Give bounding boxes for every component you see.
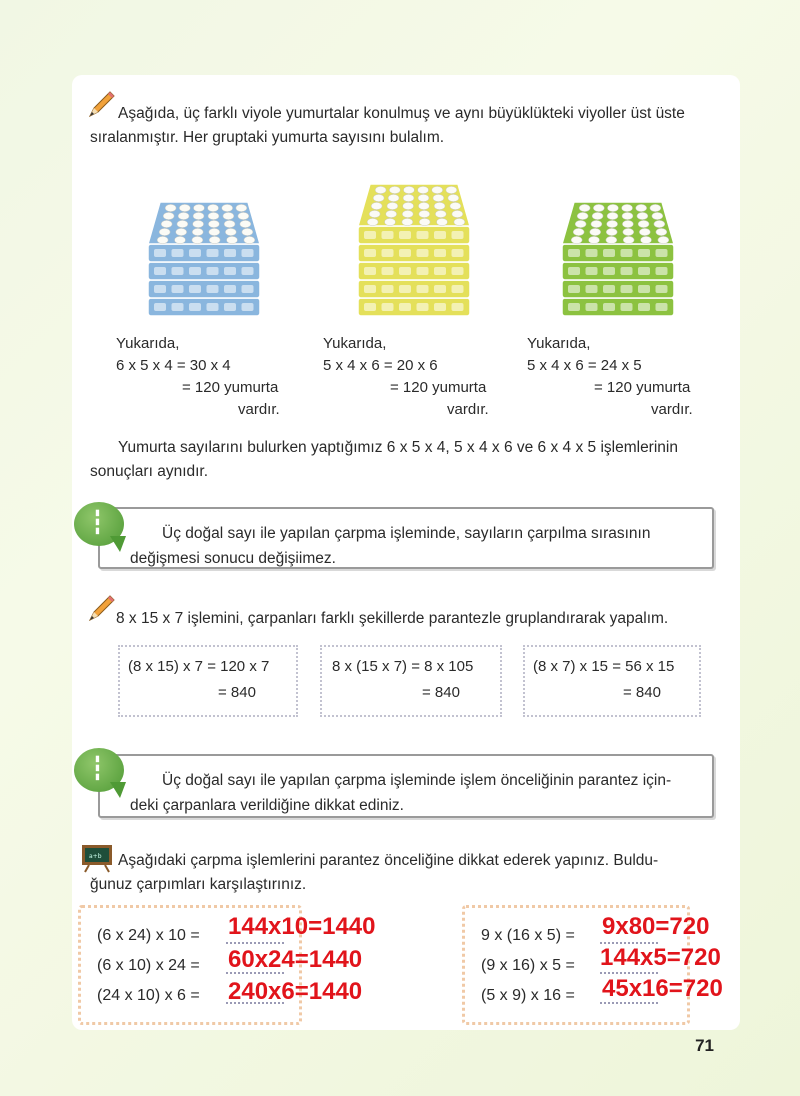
grouping-1-line-1: (8 x 15) x 7 = 120 x 7 xyxy=(128,658,270,675)
egg-tray-cell xyxy=(638,267,650,275)
egg-tray-cell xyxy=(638,285,650,293)
egg-tray-cell xyxy=(154,285,166,293)
egg-tray-cell xyxy=(621,249,633,257)
egg xyxy=(607,212,618,219)
egg xyxy=(165,204,176,211)
egg xyxy=(652,212,663,219)
egg xyxy=(437,218,448,225)
egg xyxy=(639,228,650,235)
egg xyxy=(636,204,647,211)
egg xyxy=(434,202,445,209)
egg xyxy=(371,202,382,209)
pencil-icon xyxy=(86,594,116,624)
egg xyxy=(208,212,219,219)
egg-tray-cell xyxy=(656,249,668,257)
page-number: 71 xyxy=(695,1036,714,1055)
egg-tray-cell xyxy=(586,267,598,275)
egg xyxy=(386,210,397,217)
egg xyxy=(403,202,414,209)
info-bubble-label: ▮▮▮ xyxy=(93,754,102,781)
egg-tray-cell xyxy=(172,285,184,293)
info-bubble-label: ▮▮▮ xyxy=(93,508,102,535)
egg xyxy=(223,212,234,219)
egg xyxy=(375,186,386,193)
info-bubble-tail xyxy=(110,536,126,552)
egg-tray-cell xyxy=(382,249,394,257)
egg xyxy=(175,236,186,243)
egg-tray-stack-1 xyxy=(148,202,260,316)
egg xyxy=(623,228,634,235)
group-2-head: Yukarıda, xyxy=(323,335,387,352)
egg-tray-cell xyxy=(434,267,446,275)
egg xyxy=(418,202,429,209)
group-2-calc xyxy=(323,333,489,421)
egg xyxy=(176,228,187,235)
egg-tray-cell xyxy=(568,267,580,275)
egg xyxy=(157,236,168,243)
egg-tray-cell xyxy=(189,249,201,257)
egg-tray-cell xyxy=(452,267,464,275)
grouping-box-1 xyxy=(118,645,298,717)
egg-tray-cell xyxy=(172,249,184,257)
egg-tray-cell xyxy=(242,249,254,257)
svg-text:a+b: a+b xyxy=(89,853,102,860)
task-2-text: 8 x 15 x 7 işlemini, çarpanları farklı şekillerde parantezle gruplandırarak yapalım. xyxy=(116,610,669,627)
note-2-line-2: deki çarpanlara verildiğine dikkat ediniz. xyxy=(130,797,404,814)
egg xyxy=(573,228,584,235)
egg xyxy=(654,220,665,227)
egg xyxy=(209,228,220,235)
egg-tray-cell xyxy=(621,267,633,275)
egg xyxy=(607,220,618,227)
egg xyxy=(433,194,444,201)
egg xyxy=(419,210,430,217)
egg xyxy=(448,194,459,201)
egg xyxy=(161,220,172,227)
left-answer-1: 144x10=1440 xyxy=(228,913,376,940)
grouping-3-line-2: = 840 xyxy=(623,684,661,701)
group-3-eq: 5 x 4 x 6 = 24 x 5 xyxy=(527,357,642,374)
left-answer-line-1 xyxy=(226,942,284,944)
egg xyxy=(571,236,582,243)
egg-tray-cell xyxy=(656,303,668,311)
egg-tray-cell xyxy=(452,231,464,239)
group-1-eq: 6 x 5 x 4 = 30 x 4 xyxy=(116,357,231,374)
egg-tray-cell xyxy=(621,303,633,311)
egg xyxy=(591,220,602,227)
left-expr-2: (6 x 10) x 24 = xyxy=(97,957,200,974)
intro-line-1: Aşağıda, üç farklı viyole yumurtalar konulmuş ve aynı büyüklükteki viyoller üst üste xyxy=(118,105,685,122)
egg xyxy=(622,204,633,211)
egg-tray-cell xyxy=(382,285,394,293)
egg-tray-cell xyxy=(172,303,184,311)
egg-tray-cell xyxy=(364,303,376,311)
egg xyxy=(641,236,652,243)
egg-tray-stack-3 xyxy=(562,202,674,316)
group-2-tail: vardır. xyxy=(447,401,489,418)
rule-note-2 xyxy=(98,754,714,818)
egg xyxy=(650,204,661,211)
egg xyxy=(240,220,251,227)
egg xyxy=(450,202,461,209)
egg xyxy=(402,210,413,217)
egg-tray-cell xyxy=(399,285,411,293)
group-3-head: Yukarıda, xyxy=(527,335,591,352)
grouping-1-line-2: = 840 xyxy=(218,684,256,701)
egg xyxy=(385,218,396,225)
egg-tray-cell xyxy=(603,267,615,275)
egg xyxy=(606,236,617,243)
egg xyxy=(178,212,189,219)
egg xyxy=(418,186,429,193)
egg-tray-cell xyxy=(656,285,668,293)
egg xyxy=(208,204,219,211)
intro-line-2: sıralanmıştır. Her gruptaki yumurta sayısını bulalım. xyxy=(90,129,445,146)
egg-tray-cell xyxy=(603,303,615,311)
grouping-3-line-1: (8 x 7) x 15 = 56 x 15 xyxy=(533,658,675,675)
egg-tray-stack-2 xyxy=(358,184,470,316)
group-1-result: = 120 yumurta xyxy=(182,379,279,396)
group-1-tail: vardır. xyxy=(238,401,280,418)
info-bubble-tail xyxy=(110,782,126,798)
right-answer-1: 9x80=720 xyxy=(602,913,710,940)
egg-tray-cell xyxy=(621,285,633,293)
right-answer-line-2 xyxy=(600,972,658,974)
egg-tray-cell xyxy=(417,249,429,257)
egg-tray-cell xyxy=(154,303,166,311)
grouping-box-3 xyxy=(523,645,701,717)
egg-tray-cell xyxy=(434,285,446,293)
grouping-box-2 xyxy=(320,645,502,717)
egg-tray-cell xyxy=(399,267,411,275)
egg-tray-cell xyxy=(568,285,580,293)
group-1-head: Yukarıda, xyxy=(116,335,180,352)
egg xyxy=(446,186,457,193)
egg xyxy=(192,228,203,235)
egg xyxy=(575,220,586,227)
egg xyxy=(193,212,204,219)
egg-tray-cell xyxy=(242,285,254,293)
note-1-line-1: Üç doğal sayı ile yapılan çarpma işleminde, sayıların çarpılma sırasının xyxy=(162,525,651,542)
egg-tray-cell xyxy=(172,267,184,275)
egg xyxy=(419,218,430,225)
egg-tray-cell xyxy=(434,249,446,257)
egg xyxy=(177,220,188,227)
left-answer-2: 60x24=1440 xyxy=(228,946,363,973)
egg xyxy=(236,204,247,211)
conclusion-line-1: Yumurta sayılarını bulurken yaptığımız 6 x 5 x 4, 5 x 4 x 6 ve 6 x 4 x 5 işlemlerinin xyxy=(118,439,678,456)
egg-tray-cell xyxy=(364,249,376,257)
egg-tray-cell xyxy=(568,303,580,311)
pencil-icon xyxy=(86,90,116,120)
egg xyxy=(222,204,233,211)
egg xyxy=(208,220,219,227)
egg-tray-cell xyxy=(586,249,598,257)
egg-tray-cell xyxy=(207,249,219,257)
egg xyxy=(387,202,398,209)
egg xyxy=(637,212,648,219)
egg-tray-cell xyxy=(417,303,429,311)
egg-tray-cell xyxy=(382,267,394,275)
exercise-line-1: Aşağıdaki çarpma işlemlerini parantez önceliğine dikkat ederek yapınız. Buldu- xyxy=(118,852,659,869)
group-3-result: = 120 yumurta xyxy=(594,379,691,396)
egg xyxy=(435,210,446,217)
chalkboard-icon xyxy=(80,843,114,873)
egg xyxy=(159,228,170,235)
egg xyxy=(238,212,249,219)
left-expr-3: (24 x 10) x 6 = xyxy=(97,987,200,1004)
note-1-line-2: değişmesi sonucu değişiimez. xyxy=(130,550,336,567)
egg-tray-cell xyxy=(207,303,219,311)
egg-tray-cell xyxy=(189,267,201,275)
egg xyxy=(432,186,443,193)
egg-tray-cell xyxy=(242,267,254,275)
egg xyxy=(577,212,588,219)
group-1-calc xyxy=(116,333,280,421)
egg xyxy=(403,186,414,193)
right-answer-3: 45x16=720 xyxy=(602,975,723,1002)
grouping-2-line-1: 8 x (15 x 7) = 8 x 105 xyxy=(332,658,474,675)
egg-tray-cell xyxy=(603,249,615,257)
egg-tray-cell xyxy=(382,303,394,311)
egg-tray-cell xyxy=(189,303,201,311)
egg xyxy=(590,228,601,235)
rule-note-1 xyxy=(98,507,714,569)
egg-tray-cell xyxy=(207,285,219,293)
egg xyxy=(606,228,617,235)
egg xyxy=(454,218,465,225)
egg-tray-cell xyxy=(399,231,411,239)
egg-tray-cell xyxy=(154,249,166,257)
egg-tray-cell xyxy=(364,285,376,293)
egg-tray-cell xyxy=(434,231,446,239)
egg-tray-cell xyxy=(638,249,650,257)
egg-tray-cell xyxy=(224,303,236,311)
egg xyxy=(224,220,235,227)
egg xyxy=(373,194,384,201)
egg xyxy=(623,236,634,243)
egg xyxy=(418,194,429,201)
egg xyxy=(592,212,603,219)
egg xyxy=(656,228,667,235)
right-expr-2: (9 x 16) x 5 = xyxy=(481,957,575,974)
egg-tray-cell xyxy=(382,231,394,239)
egg-tray-cell xyxy=(417,285,429,293)
egg-tray-cell xyxy=(224,249,236,257)
note-2-line-1: Üç doğal sayı ile yapılan çarpma işleminde işlem önceliğinin parantez için- xyxy=(162,772,672,789)
egg-tray-cell xyxy=(417,267,429,275)
egg xyxy=(209,236,220,243)
egg xyxy=(369,210,380,217)
egg xyxy=(452,210,463,217)
egg-tray-cell xyxy=(417,231,429,239)
egg-tray-cell xyxy=(452,249,464,257)
egg-tray-cell xyxy=(224,285,236,293)
egg-tray-cell xyxy=(638,303,650,311)
egg-tray-cell xyxy=(364,231,376,239)
egg xyxy=(227,236,238,243)
egg-tray-cell xyxy=(656,267,668,275)
group-3-calc xyxy=(527,333,693,421)
egg-tray-cell xyxy=(586,303,598,311)
exercise-line-2: ğunuz çarpımları karşılaştırınız. xyxy=(90,876,307,893)
grouping-2-line-2: = 840 xyxy=(422,684,460,701)
egg xyxy=(242,228,253,235)
egg-tray-cell xyxy=(242,303,254,311)
egg xyxy=(589,236,600,243)
egg xyxy=(622,220,633,227)
group-3-tail: vardır. xyxy=(651,401,693,418)
egg xyxy=(193,220,204,227)
egg xyxy=(192,236,203,243)
egg-tray-cell xyxy=(568,249,580,257)
right-expr-1: 9 x (16 x 5) = xyxy=(481,927,575,944)
conclusion-line-2: sonuçları aynıdır. xyxy=(90,463,209,480)
egg xyxy=(179,204,190,211)
egg xyxy=(607,204,618,211)
egg xyxy=(388,194,399,201)
egg-tray-cell xyxy=(452,285,464,293)
right-answer-2: 144x5=720 xyxy=(600,944,721,971)
egg-tray-cell xyxy=(399,303,411,311)
group-2-result: = 120 yumurta xyxy=(390,379,487,396)
right-expr-3: (5 x 9) x 16 = xyxy=(481,987,575,1004)
group-2-eq: 5 x 4 x 6 = 20 x 6 xyxy=(323,357,438,374)
egg xyxy=(367,218,378,225)
egg xyxy=(163,212,174,219)
left-expr-1: (6 x 24) x 10 = xyxy=(97,927,200,944)
egg-tray-cell xyxy=(434,303,446,311)
egg xyxy=(622,212,633,219)
egg xyxy=(244,236,255,243)
egg-tray-cell xyxy=(364,267,376,275)
egg-tray-stacks xyxy=(140,170,700,330)
egg xyxy=(193,204,204,211)
egg xyxy=(225,228,236,235)
egg xyxy=(403,194,414,201)
egg-tray-cell xyxy=(603,285,615,293)
egg-tray-cell xyxy=(207,267,219,275)
egg-tray-cell xyxy=(452,303,464,311)
egg xyxy=(638,220,649,227)
left-answer-3: 240x6=1440 xyxy=(228,978,363,1005)
egg-tray-cell xyxy=(224,267,236,275)
egg xyxy=(658,236,669,243)
egg xyxy=(389,186,400,193)
egg xyxy=(579,204,590,211)
egg-tray-cell xyxy=(154,267,166,275)
egg xyxy=(593,204,604,211)
egg xyxy=(402,218,413,225)
egg-tray-cell xyxy=(586,285,598,293)
egg-tray-cell xyxy=(399,249,411,257)
egg-tray-cell xyxy=(189,285,201,293)
